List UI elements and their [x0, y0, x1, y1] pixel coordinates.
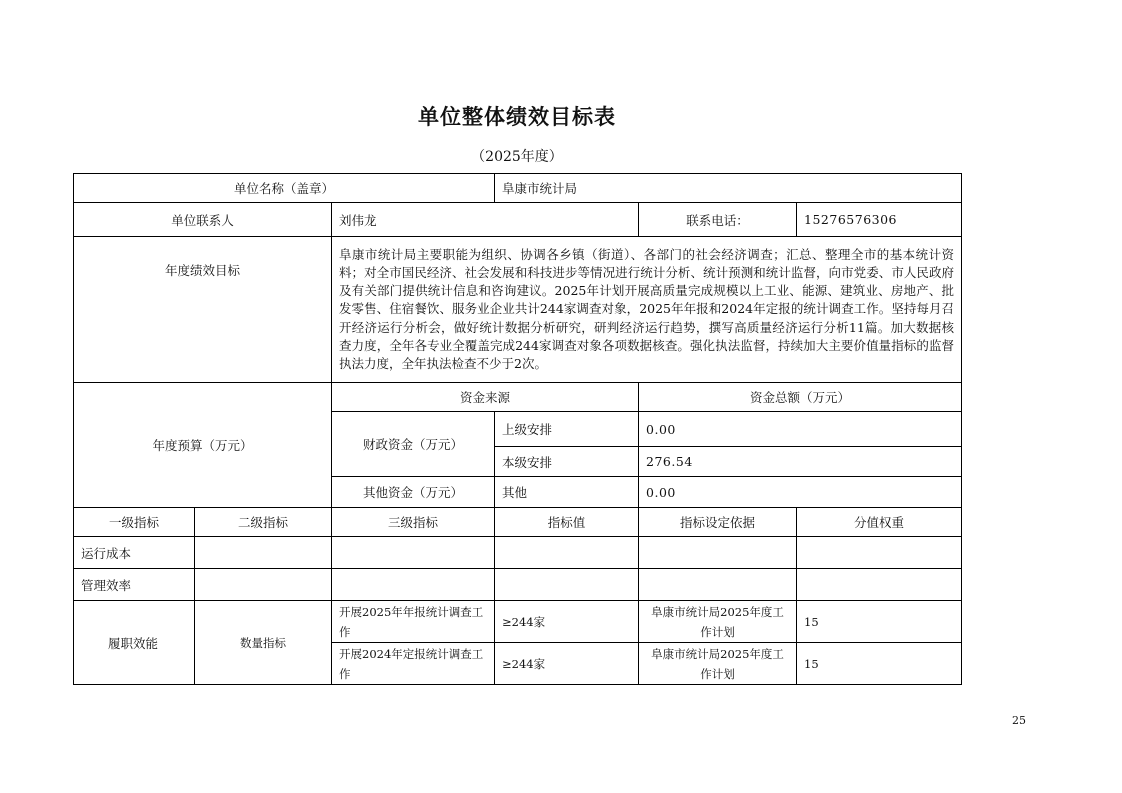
- operating-cost-row: [74, 537, 962, 569]
- page-title: 单位整体绩效目标表: [418, 105, 616, 129]
- header-weight: 分值权重: [797, 508, 962, 537]
- header-basis: 指标设定依据: [639, 508, 797, 537]
- indicator-value-1: ≥244家: [495, 601, 639, 643]
- other-funds-value: 0.00: [639, 477, 962, 508]
- indicator-header-row: [74, 508, 962, 537]
- upper-allocation-label: 上级安排: [495, 412, 639, 447]
- empty-cell: [797, 537, 962, 569]
- upper-allocation-value: 0.00: [639, 412, 962, 447]
- local-allocation-value: 276.54: [639, 447, 962, 477]
- unit-name-value: 阜康市统计局: [495, 174, 962, 203]
- other-funds-label: 其他资金（万元）: [332, 477, 495, 508]
- indicator-weight-1: 15: [797, 601, 962, 643]
- empty-cell: [195, 537, 332, 569]
- level1-operating-cost: 运行成本: [74, 537, 195, 569]
- indicator-weight-2: 15: [797, 643, 962, 685]
- empty-cell: [639, 537, 797, 569]
- empty-cell: [797, 569, 962, 601]
- level1-performance: 履职效能: [74, 601, 195, 685]
- fiscal-funds-label: 财政资金（万元）: [332, 412, 495, 477]
- annual-goal-row: [74, 237, 962, 383]
- page-number: 25: [1012, 714, 1026, 727]
- empty-cell: [495, 537, 639, 569]
- indicator-value-2: ≥244家: [495, 643, 639, 685]
- level2-quantity: 数量指标: [195, 601, 332, 685]
- contact-label: 单位联系人: [74, 203, 332, 237]
- header-value: 指标值: [495, 508, 639, 537]
- empty-cell: [332, 537, 495, 569]
- local-allocation-label: 本级安排: [495, 447, 639, 477]
- header-level2: 二级指标: [195, 508, 332, 537]
- other-sub-label: 其他: [495, 477, 639, 508]
- management-efficiency-row: [74, 569, 962, 601]
- annual-goal-text: 阜康市统计局主要职能为组织、协调各乡镇（街道）、各部门的社会经济调查；汇总、整理全市的基本统计资料；对全市国民经济、社会发展和科技进步等情况进行统计分析、统计预测和统计监督，向市党委、市人民政府及有关部门提供统计信息和咨询建议。2025年计划开展高质量完成规模以上工业、能源、建筑业、房地产、批发零售、住宿餐饮、服务业企业共计244家调查对象，2025年年报和2024年定报的统计调查工作。坚持每月召开经济运行分析会，做好统计数据分析研究，研判经济运行趋势，撰写高质量经济运行分析11篇。加大数据核查力度，全年各专业全覆盖完成244家调查对象各项数据核查。强化执法监督，持续加大主要价值量指标的监督执法力度，全年执法检查不少于2次。: [332, 237, 962, 383]
- unit-name-row: [74, 174, 962, 203]
- header-level1: 一级指标: [74, 508, 195, 537]
- header-level3: 三级指标: [332, 508, 495, 537]
- phone-value: 15276576306: [797, 203, 962, 237]
- performance-row-1: [74, 601, 962, 643]
- budget-total-header: 资金总额（万元）: [639, 383, 962, 412]
- empty-cell: [495, 569, 639, 601]
- contact-value: 刘伟龙: [332, 203, 639, 237]
- budget-label: 年度预算（万元）: [74, 383, 332, 508]
- empty-cell: [639, 569, 797, 601]
- phone-label: 联系电话：: [639, 203, 797, 237]
- indicator-basis-1: 阜康市统计局2025年度工作计划: [639, 601, 797, 643]
- performance-table: [73, 173, 962, 685]
- empty-cell: [195, 569, 332, 601]
- empty-cell: [332, 569, 495, 601]
- page-subtitle: （2025年度）: [471, 149, 563, 165]
- level1-management-efficiency: 管理效率: [74, 569, 195, 601]
- indicator-basis-2: 阜康市统计局2025年度工作计划: [639, 643, 797, 685]
- contact-row: [74, 203, 962, 237]
- level3-indicator-1: 开展2025年年报统计调查工作: [332, 601, 495, 643]
- budget-source-header: 资金来源: [332, 383, 639, 412]
- budget-header-row: [74, 383, 962, 412]
- level3-indicator-2: 开展2024年定报统计调查工作: [332, 643, 495, 685]
- unit-name-label: 单位名称（盖章）: [74, 174, 495, 203]
- annual-goal-label: 年度绩效目标: [74, 237, 332, 383]
